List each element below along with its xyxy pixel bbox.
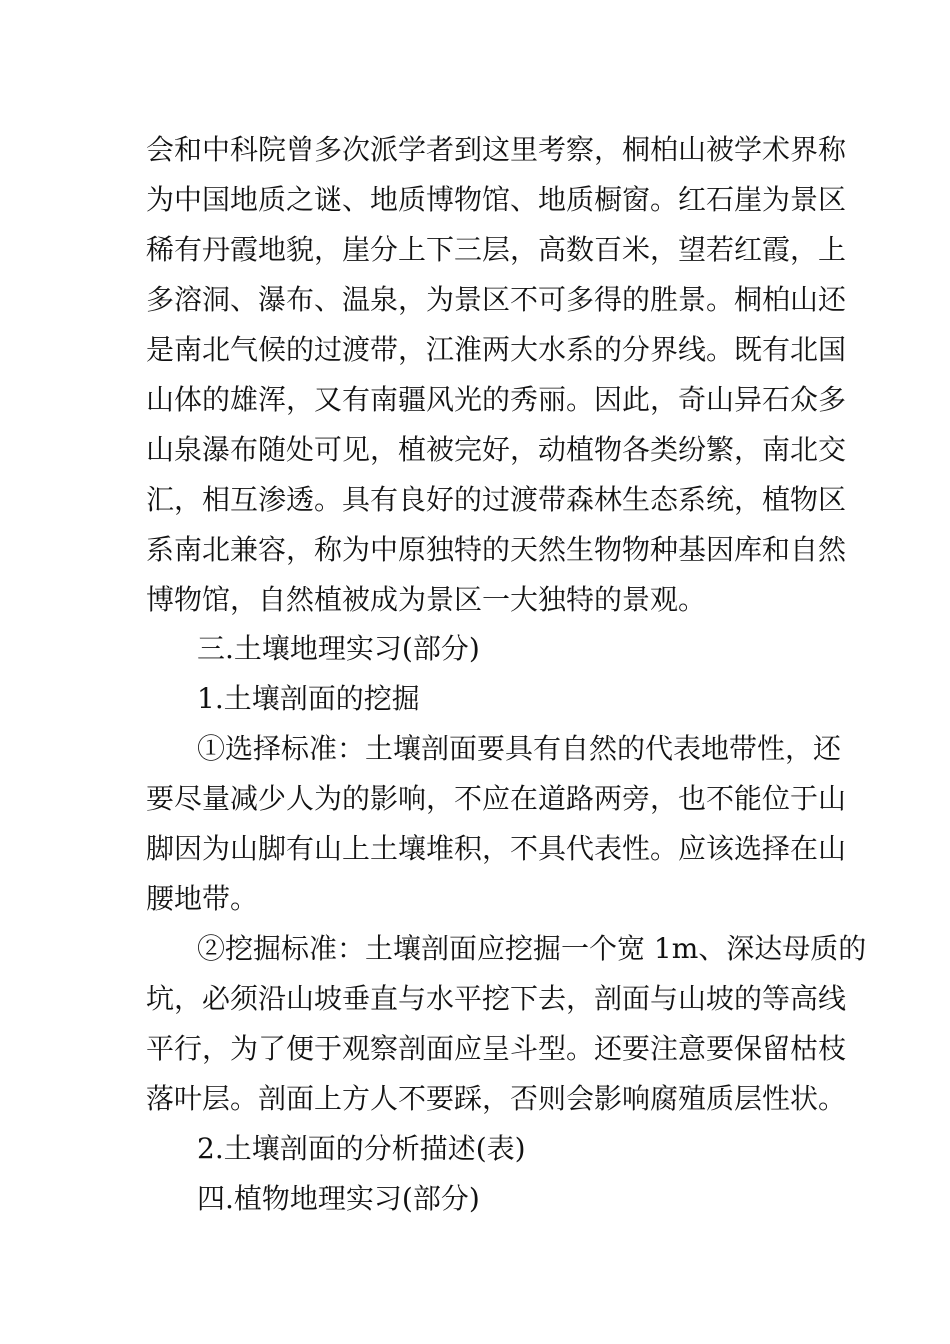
paragraph-line: 山泉瀑布随处可见，植被完好，动植物各类纷繁，南北交 <box>146 433 847 466</box>
subsection-heading: 2.土壤剖面的分析描述(表) <box>197 1132 526 1165</box>
paragraph-line: 系南北兼容，称为中原独特的天然生物物种基因库和自然 <box>146 533 847 566</box>
paragraph-line: 多溶洞、瀑布、温泉，为景区不可多得的胜景。桐柏山还 <box>146 283 847 316</box>
paragraph-line: 是南北气候的过渡带，江淮两大水系的分界线。既有北国 <box>146 333 847 366</box>
paragraph-line: 平行，为了便于观察剖面应呈斗型。还要注意要保留枯枝 <box>146 1032 847 1065</box>
paragraph-line: 坑，必须沿山坡垂直与水平挖下去，剖面与山坡的等高线 <box>146 982 847 1015</box>
paragraph-line: 博物馆，自然植被成为景区一大独特的景观。 <box>146 583 707 616</box>
paragraph-line: 稀有丹霞地貌，崖分上下三层，高数百米，望若红霞，上 <box>146 233 847 266</box>
paragraph-line: 为中国地质之谜、地质博物馆、地质橱窗。红石崖为景区 <box>146 183 847 216</box>
paragraph-line: 腰地带。 <box>146 882 259 915</box>
paragraph-line: 要尽量减少人为的影响，不应在道路两旁，也不能位于山 <box>146 782 847 815</box>
paragraph-line: 脚因为山脚有山上土壤堆积，不具代表性。应该选择在山 <box>146 832 847 865</box>
paragraph-line: 落叶层。剖面上方人不要踩，否则会影响腐殖质层性状。 <box>146 1082 847 1115</box>
paragraph-line: 山体的雄浑，又有南疆风光的秀丽。因此，奇山异石众多 <box>146 383 847 416</box>
paragraph-line: 汇，相互渗透。具有良好的过渡带森林生态系统，植物区 <box>146 483 847 516</box>
paragraph-line: 会和中科院曾多次派学者到这里考察，桐柏山被学术界称 <box>146 133 847 166</box>
subsection-heading: 1.土壤剖面的挖掘 <box>197 682 420 715</box>
paragraph-line: ②挖掘标准：土壤剖面应挖掘一个宽 1m、深达母质的 <box>197 932 867 965</box>
section-heading: 三.土壤地理实习(部分) <box>197 632 480 665</box>
section-heading: 四.植物地理实习(部分) <box>197 1182 480 1215</box>
paragraph-line: ①选择标准：土壤剖面要具有自然的代表地带性，还 <box>197 732 842 765</box>
